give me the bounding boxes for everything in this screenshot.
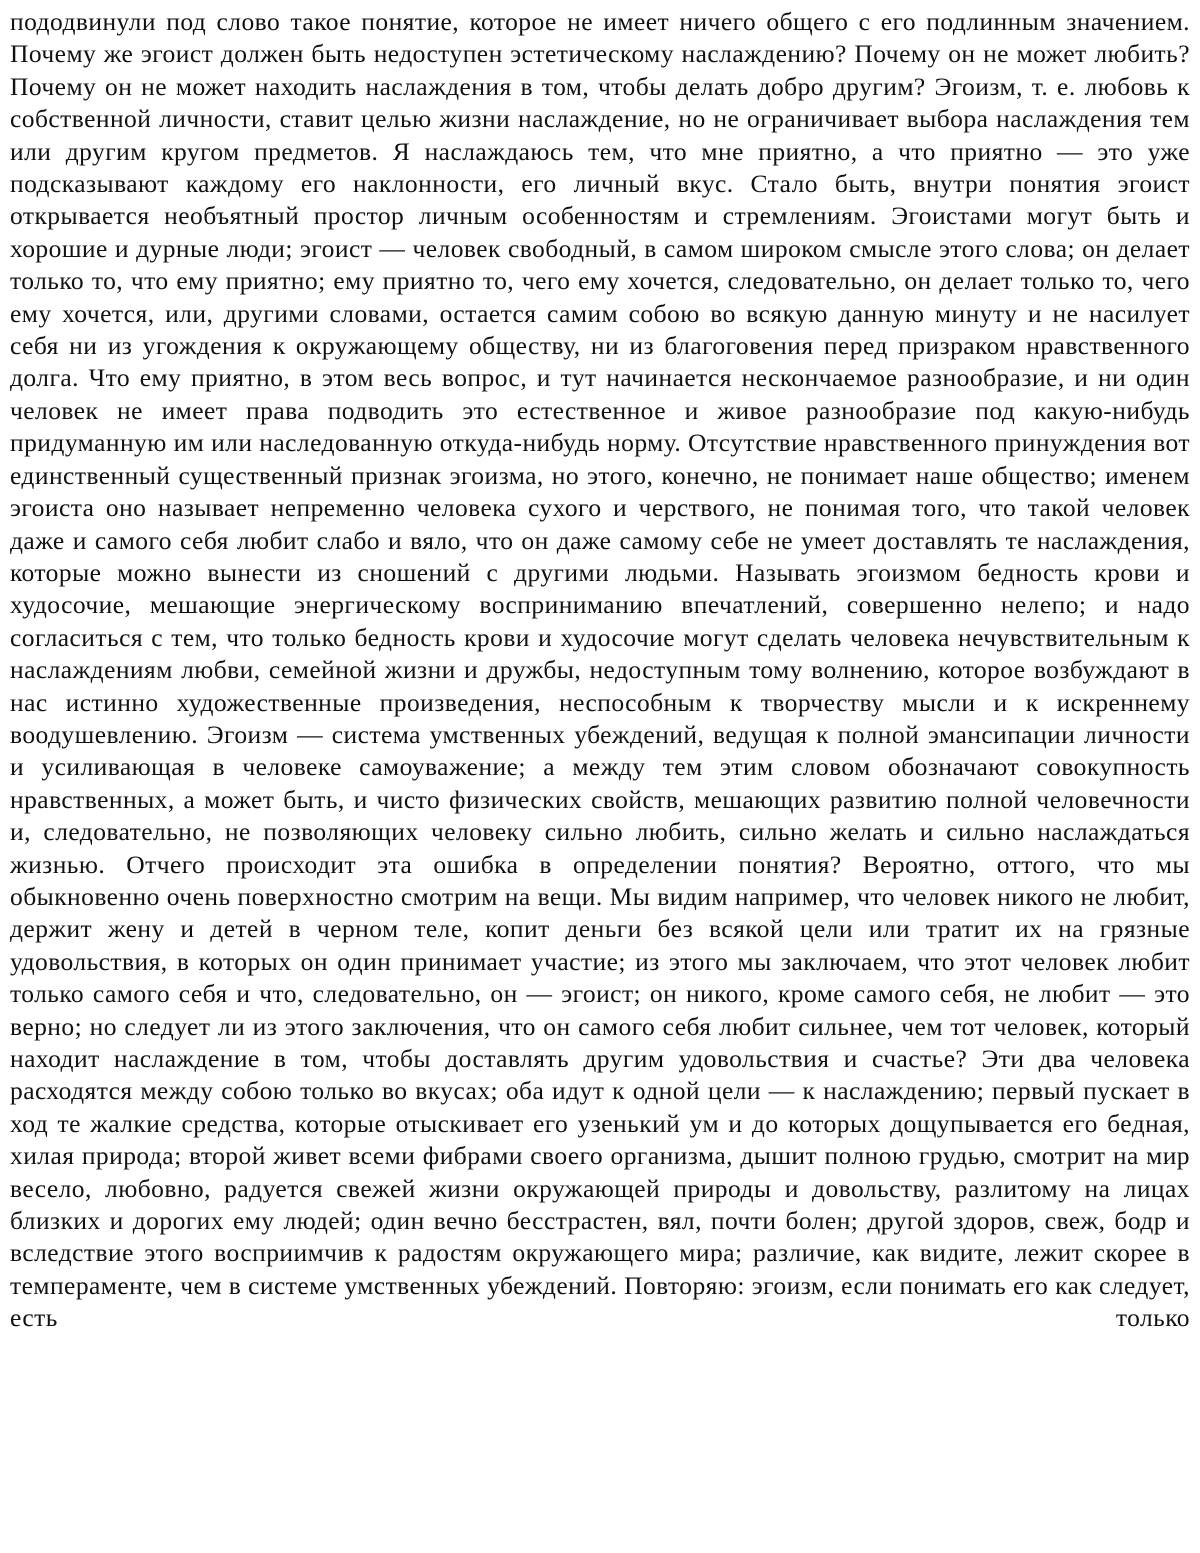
body-paragraph: пододвинули под слово такое понятие, которое не имеет ничего общего с его подлинным значением. Почему же эгоист должен быть недоступен эстетическому наслаждению? Почему он не может любить? Почему он не может находить наслаждения в том, чтобы делать добро другим? Эгоизм, т. е. любовь к собственной личности, ставит целью жизни наслаждение, но не ограничивает выбора наслаждения тем или другим кругом предметов. Я наслаждаюсь тем, что мне приятно, а что приятно — это уже подсказывают каждому его наклонности, его личный вкус. Стало быть, внутри понятия эгоист открывается необъятный простор личным особенностям и стремлениям. Эгоистами могут быть и хорошие и дурные люди; эгоист — человек свободный, в самом широком смысле этого слова; он делает только то, что ему приятно; ему приятно то, чего ему хочется, следовательно, он делает только то, чего ему хочется, или, другими словами, остается самим собою во всякую данную минуту и не насилует себя ни из угождения к окружающему обществу, ни из благоговения перед призраком нравственного долга. Что ему приятно, в этом весь вопрос, и тут начинается нескончаемое разнообразие, и ни один человек не имеет права подводить это естественное и живое разнообразие под какую-нибудь придуманную им или наследованную откуда-нибудь норму. Отсутствие нравственного принуждения вот единственный существенный признак эгоизма, но этого, конечно, не понимает наше общество; именем эгоиста оно называет непременно человека сухого и черствого, не понимая того, что такой человек даже и самого себя любит слабо и вяло, что он даже самому себе не умеет доставлять те наслаждения, которые можно вынести из сношений с другими людьми. Называть эгоизмом бедность крови и худосочие, мешающие энергическому восприниманию впечатлений, совершенно нелепо; и надо согласиться с тем, что только бедность крови и худосочие могут сделать человека нечувствительным к наслаждениям любви, семейной жизни и дружбы, недоступным тому волнению, которое возбуждают в нас истинно художественные произведения, неспособным к творчеству мысли и к искреннему воодушевлению. Эгоизм — система умственных убеждений, ведущая к полной эмансипации личности и усиливающая в человеке самоуважение; а между тем этим словом обозначают совокупность нравственных, а может быть, и чисто физических свойств, мешающих развитию полной человечности и, следовательно, не позволяющих человеку сильно любить, сильно желать и сильно наслаждаться жизнью. Отчего происходит эта ошибка в определении понятия? Вероятно, оттого, что мы обыкновенно очень поверхностно смотрим на вещи. Мы видим например, что человек никого не любит, держит жену и детей в черном теле, копит деньги без всякой цели или тратит их на грязные удовольствия, в которых он один принимает участие; из этого мы заключаем, что этот человек любит только самого себя и что, следовательно, он — эгоист; он никого, кроме самого себя, не любит — это верно; но следует ли из этого заключения, что он самого себя любит сильнее, чем тот человек, который находит наслаждение в том, чтобы доставлять другим удовольствия и счастье? Эти два человека расходятся между собою только во вкусах; оба идут к одной цели — к наслаждению; первый пускает в ход те жалкие средства, которые отыскивает его узенький ум и до которых дощупывается его бедная, хилая природа; второй живет всеми фибрами своего организма, дышит полною грудью, смотрит на мир весело, любовно, радуется свежей жизни окружающей природы и довольству, разлитому на лицах близких и дорогих ему людей; один вечно бесстрастен, вял, почти болен; другой здоров, свеж, бодр и вследствие этого восприимчив к радостям окружающего мира; различие, как видите, лежит скорее в темпераменте, чем в системе умственных убеждений. Повторяю: эгоизм, если понимать его как следует, есть только xyxy=(10,7,1191,1333)
document-page xyxy=(10,6,1190,1335)
